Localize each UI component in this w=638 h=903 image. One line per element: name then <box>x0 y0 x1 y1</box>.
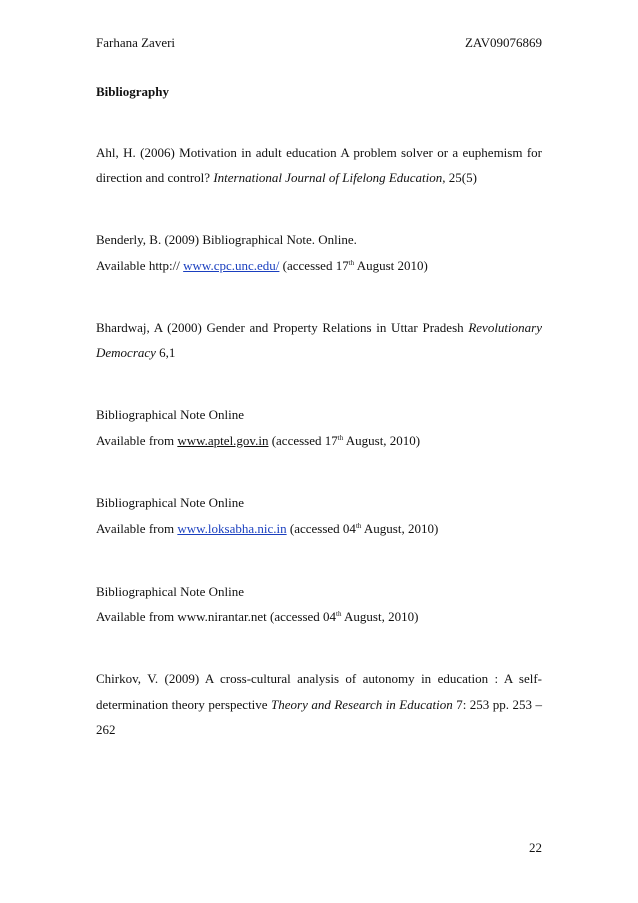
entry-chirkov-line2 <box>96 697 542 713</box>
entry-chirkov-journal: Theory and Research in Education <box>271 697 453 712</box>
entry-aptel-accessed: (accessed 17 <box>268 433 338 448</box>
entry-bhardwaj-journal-2: Democracy <box>96 345 156 360</box>
page-number: 22 <box>529 840 542 855</box>
entry-ahl-line1: Ahl, H. (2006) Motivation in adult education A problem solver or a euphemism for <box>96 145 542 160</box>
entry-bhardwaj-line1 <box>96 320 542 336</box>
entry-bhardwaj-volume: 6,1 <box>155 345 176 360</box>
header-id: ZAV09076869 <box>464 35 542 50</box>
entry-aptel-date: August, 2010) <box>343 433 421 448</box>
entry-loksabha-line1: Bibliographical Note Online <box>96 495 245 510</box>
entry-ahl-volume: , 25(5) <box>442 170 477 185</box>
superscript-th: th <box>355 522 362 530</box>
link-aptel[interactable]: www.aptel.gov.in <box>177 433 269 448</box>
entry-aptel-line2 <box>96 433 420 451</box>
entry-ahl-line2 <box>96 170 477 186</box>
entry-nirantar-line1: Bibliographical Note Online <box>96 584 245 599</box>
entry-nirantar-text: Available from www.nirantar.net (accessed 04 <box>96 609 337 624</box>
entry-loksabha-line2 <box>96 521 438 539</box>
entry-aptel-text: Available from <box>96 433 178 448</box>
header-author: Farhana Zaveri <box>96 35 176 50</box>
entry-bhardwaj-journal-1: Revolutionary <box>468 320 542 335</box>
entry-benderly-accessed: (accessed 17 <box>279 258 349 273</box>
entry-loksabha-date: August, 2010) <box>361 521 439 536</box>
link-loksabha[interactable]: www.loksabha.nic.in <box>177 521 287 536</box>
entry-loksabha-accessed: (accessed 04 <box>286 521 356 536</box>
entry-chirkov-line3: 262 <box>96 722 116 737</box>
entry-loksabha-text: Available from <box>96 521 178 536</box>
entry-bhardwaj-text: Bhardwaj, A (2000) Gender and Property Relations in Uttar Pradesh <box>96 320 469 335</box>
superscript-th: th <box>336 610 342 618</box>
entry-bhardwaj-line2 <box>96 345 175 361</box>
entry-benderly-date: August 2010) <box>354 258 428 273</box>
page-title: Bibliography <box>96 84 169 99</box>
superscript-th: th <box>337 434 344 442</box>
entry-aptel-line1: Bibliographical Note Online <box>96 407 245 422</box>
entry-nirantar-date: August, 2010) <box>341 609 419 624</box>
entry-ahl-text: direction and control? <box>96 170 214 185</box>
link-cpc-unc[interactable]: www.cpc.unc.edu/ <box>183 258 280 273</box>
entry-nirantar-line2 <box>96 609 418 627</box>
entry-benderly-line2 <box>96 258 428 276</box>
superscript-th: th <box>348 259 355 267</box>
entry-chirkov-line1: Chirkov, V. (2009) A cross-cultural analysis of autonomy in education : A self- <box>96 671 542 686</box>
entry-chirkov-volume: 7: 253 pp. 253 – <box>452 697 542 712</box>
entry-benderly-line1: Benderly, B. (2009) Bibliographical Note. Online. <box>96 232 357 247</box>
entry-benderly-text: Available http:// <box>96 258 184 273</box>
entry-chirkov-text: determination theory perspective <box>96 697 272 712</box>
entry-ahl-journal: International Journal of Lifelong Education <box>213 170 443 185</box>
